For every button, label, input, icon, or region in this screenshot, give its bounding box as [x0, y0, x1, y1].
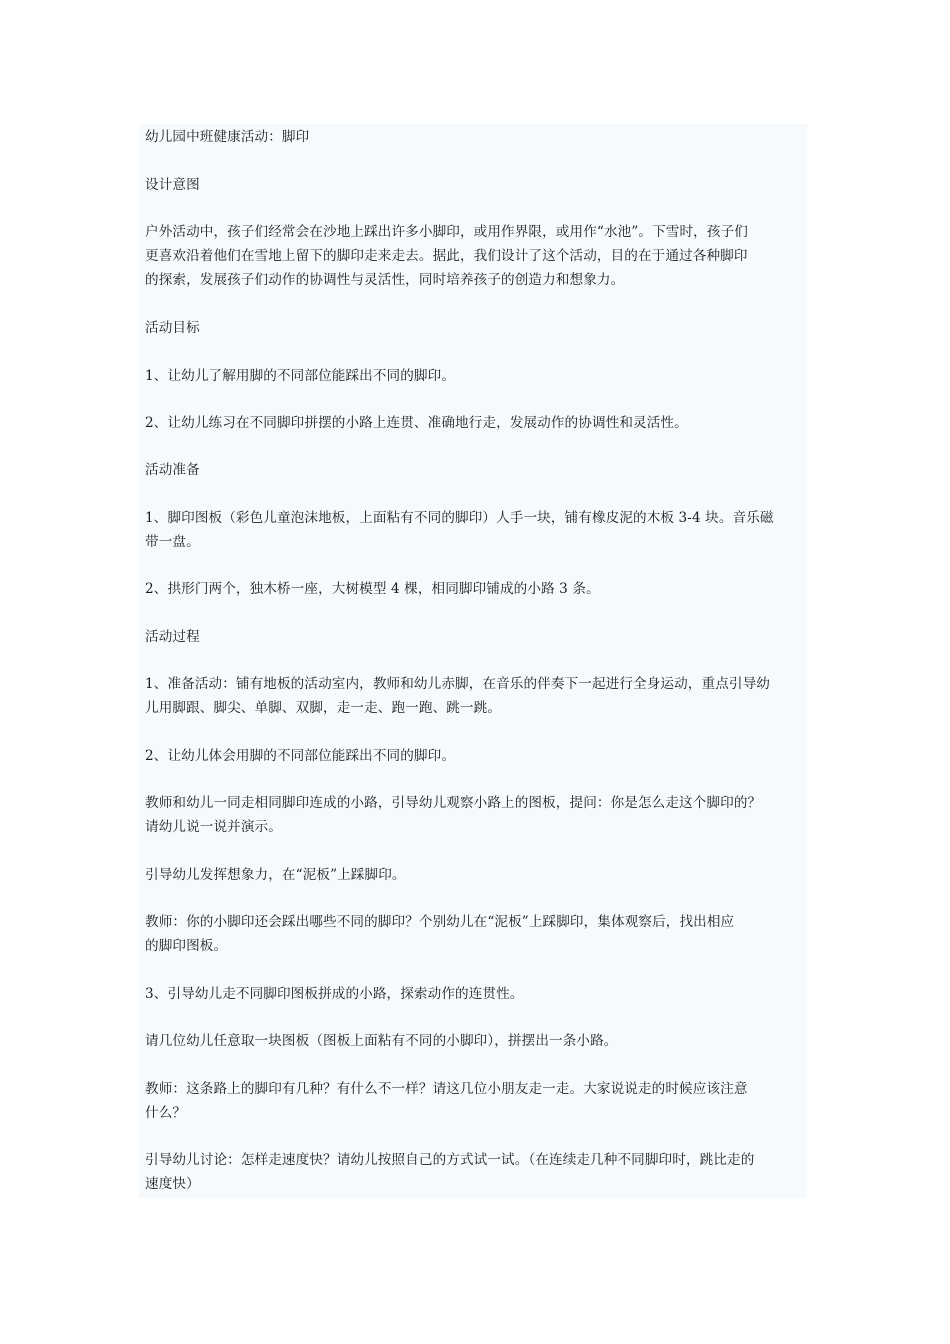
process-para-8-line-1: 教师：这条路上的脚印有几种？有什么不一样？请这几位小朋友走一走。大家说说走的时候应该注意 [145, 1081, 748, 1097]
design-intent-line-1: 户外活动中，孩子们经常会在沙地上踩出许多小脚印，或用作界限，或用作“水池”。下雪时，孩子们 [145, 224, 748, 240]
process-para-7: 请几位幼儿任意取一块图板（图板上面粘有不同的小脚印），拼摆出一条小路。 [145, 1033, 618, 1049]
process-para-3-line-2: 请幼儿说一说并演示。 [145, 819, 282, 835]
process-para-1-line-1: 1、准备活动：铺有地板的活动室内，教师和幼儿赤脚，在音乐的伴奏下一起进行全身运动，重点引导幼 [145, 676, 770, 692]
goal-item-1: 1、让幼儿了解用脚的不同部位能踩出不同的脚印。 [145, 368, 456, 384]
process-para-1-line-2: 儿用脚跟、脚尖、单脚、双脚，走一走、跑一跑、跳一跳。 [145, 700, 502, 716]
goal-item-2: 2、让幼儿练习在不同脚印拼摆的小路上连贯、准确地行走，发展动作的协调性和灵活性。 [145, 415, 688, 431]
process-para-2: 2、让幼儿体会用脚的不同部位能踩出不同的脚印。 [145, 748, 456, 764]
process-para-9-line-2: 速度快） [145, 1176, 200, 1192]
process-para-5-line-1: 教师：你的小脚印还会踩出哪些不同的脚印？个别幼儿在“泥板”上踩脚印，集体观察后，找出相应 [145, 914, 735, 930]
preparation-item-1-line-2: 带一盘。 [145, 534, 200, 550]
design-intent-line-3: 的探索，发展孩子们动作的协调性与灵活性，同时培养孩子的创造力和想象力。 [145, 272, 625, 288]
preparation-item-1-line-1: 1、脚印图板（彩色儿童泡沫地板，上面粘有不同的脚印）人手一块，铺有橡皮泥的木板 3-4 块。音乐磁 [145, 510, 774, 526]
process-para-9-line-1: 引导幼儿讨论：怎样走速度快？请幼儿按照自己的方式试一试。（在连续走几种不同脚印时，跳比走的 [145, 1152, 755, 1168]
preparation-item-2: 2、拱形门两个，独木桥一座，大树模型 4 棵，相同脚印铺成的小路 3 条。 [145, 581, 600, 597]
section-heading-preparation: 活动准备 [145, 462, 200, 478]
process-para-4: 引导幼儿发挥想象力，在“泥板”上踩脚印。 [145, 867, 406, 883]
design-intent-line-2: 更喜欢沿着他们在雪地上留下的脚印走来走去。据此，我们设计了这个活动，目的在于通过各种脚印 [145, 248, 748, 264]
process-para-6: 3、引导幼儿走不同脚印图板拼成的小路，探索动作的连贯性。 [145, 986, 524, 1002]
process-para-8-line-2: 什么？ [145, 1105, 187, 1121]
document-title: 幼儿园中班健康活动：脚印 [145, 129, 310, 145]
process-para-3-line-1: 教师和幼儿一同走相同脚印连成的小路，引导幼儿观察小路上的图板，提问：你是怎么走这个脚印的？ [145, 795, 762, 811]
section-heading-goals: 活动目标 [145, 320, 200, 336]
section-heading-design-intent: 设计意图 [145, 177, 200, 193]
process-para-5-line-2: 的脚印图板。 [145, 938, 228, 954]
section-heading-process: 活动过程 [145, 629, 200, 645]
